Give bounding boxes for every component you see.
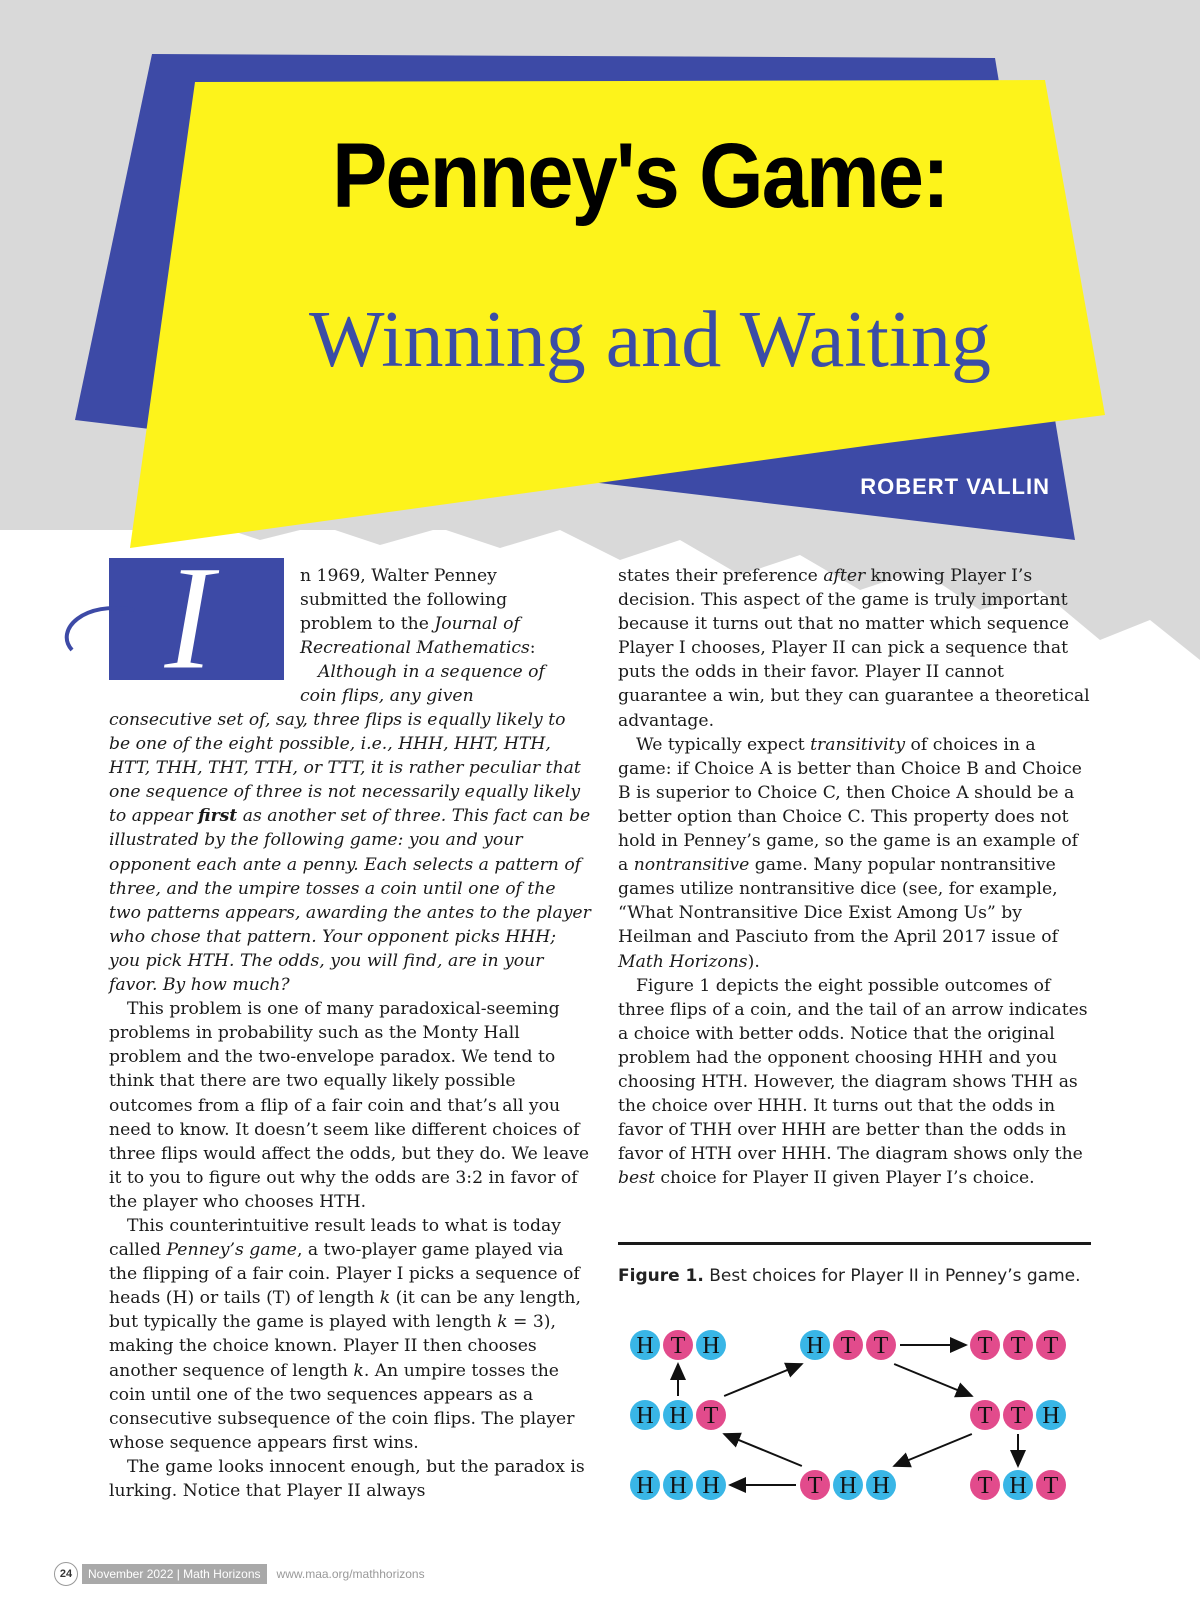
coin-letter: T <box>977 1403 993 1429</box>
node-htt <box>800 1330 896 1360</box>
node-tht <box>970 1470 1066 1500</box>
figure-caption: Figure 1. Best choices for Player II in Penney’s game. <box>618 1266 1081 1286</box>
coin-letter: H <box>806 1333 824 1359</box>
coin-letter: H <box>702 1473 720 1499</box>
coin-letter: T <box>670 1333 686 1359</box>
penney-diagram <box>610 1320 1100 1520</box>
arrow-htt-to-tth <box>894 1364 972 1396</box>
coin-letter: H <box>839 1473 857 1499</box>
footer-url[interactable]: www.maa.org/mathhorizons <box>276 1567 425 1581</box>
column-2: states their preference after knowing Player I’s decision. This aspect of the game is truly important because it turns out that no matter which sequence Player I chooses, Player II can pick a sequence that puts the odds in their favor. Player II cannot guarantee a win, but they can guarantee a theoretical advantage. We typically expect transitivity of choices in a game: if Choice A is better than Choice B and Choice B is superior to Choice C, then Choice A should be a better option than Choice C. This property does not hold in Penney’s game, so the game is an example of a nontransitive game. Many popular nontransitive games utilize nontransitive dice (see, for example, “What Nontransitive Dice Exist Among Us” by Heilman and Pasciuto from the April 2017 issue of Math Horizons). Figure 1 depicts the eight possible outcomes of three flips of a coin, and the tail of an arrow indicates a choice with better odds. Notice that the original problem had the opponent choosing HHH and you choosing HTH. However, the diagram shows THH as the choice over HHH. It turns out that the odds in favor of THH over HHH are better than the odds in favor of HTH over HHH. The diagram shows only the best choice for Player II given Player I’s choice. <box>618 566 1090 1189</box>
coin-letter: H <box>702 1333 720 1359</box>
title-line-2: Winning and Waiting <box>308 296 992 384</box>
coin-letter: H <box>636 1333 654 1359</box>
coin-letter: T <box>1043 1473 1059 1499</box>
coin-letter: H <box>669 1473 687 1499</box>
author-name: ROBERT VALLIN <box>860 474 1050 499</box>
coin-letter: T <box>1043 1333 1059 1359</box>
node-hhh <box>630 1470 726 1500</box>
node-ttt <box>970 1330 1066 1360</box>
intro-text: n 1969, Walter Penney submitted the following problem to the Journal of Recreational Mathematics: Although in a sequence of coin flips, any given <box>300 566 545 707</box>
node-thh <box>800 1470 896 1500</box>
coin-letter: H <box>1042 1403 1060 1429</box>
coin-letter: H <box>1009 1473 1027 1499</box>
arrow-tth-to-thh <box>894 1434 972 1466</box>
node-tth <box>970 1400 1066 1430</box>
arrow-hht-to-htt <box>724 1364 802 1396</box>
figure-rule <box>618 1242 1091 1245</box>
coin-letter: T <box>977 1473 993 1499</box>
node-hth <box>630 1330 726 1360</box>
page-number: 24 <box>54 1562 78 1586</box>
coin-letter: T <box>1010 1403 1026 1429</box>
coin-letter: H <box>636 1473 654 1499</box>
node-hht <box>630 1400 726 1430</box>
svg-text:I: I <box>164 550 214 680</box>
coin-letter: H <box>636 1403 654 1429</box>
coin-letter: T <box>840 1333 856 1359</box>
drop-cap <box>54 550 284 680</box>
coin-letter: T <box>1010 1333 1026 1359</box>
coin-letter: H <box>872 1473 890 1499</box>
coin-letter: T <box>703 1403 719 1429</box>
coin-letter: T <box>977 1333 993 1359</box>
coin-letter: H <box>669 1403 687 1429</box>
coin-letter: T <box>873 1333 889 1359</box>
title-line-1: Penney's Game: <box>332 125 948 227</box>
page-footer <box>54 1562 654 1586</box>
column-1: consecutive set of, say, three flips is equally likely to be one of the eight possible, i.e., HHH, HHT, HTH, HTT, THH, THT, TTH, or TTT, it is rather peculiar that one sequence of three is not necessarily equally likely to appear first as another set of three. This fact can be illustrated by the following game: you and your opponent each ante a penny. Each selects a pattern of three, and the umpire tosses a coin until one of the two patterns appears, awarding the antes to the player who chose that pattern. Your opponent picks HHH; you pick HTH. The odds, you will find, are in your favor. By how much? This problem is one of many paradoxical-seeming problems in probability such as the Monty Hall problem and the two-envelope paradox. We tend to think that there are two equally likely possible outcomes from a flip of a fair coin and that’s all you need to know. It doesn’t seem like different choices of three flips would affect the odds, but they do. We leave it to you to figure out why the odds are 3:2 in favor of the player who chooses HTH. This counterintuitive result leads to what is today called Penney’s game, a two-player game played via the flipping of a fair coin. Player I picks a sequence of heads (H) or tails (T) of length k (it can be any length, but typically the game is played with length k = 3), making the choice known. Player II then chooses another sequence of length k. An umpire tosses the coin until one of the two sequences appears as a consecutive subsequence of the coin flips. The player whose sequence appears first wins. The game looks innocent enough, but the paradox is lurking. Notice that Player II always <box>109 710 591 1501</box>
coin-letter: T <box>807 1473 823 1499</box>
issue-label: November 2022 | Math Horizons <box>82 1564 267 1584</box>
arrow-thh-to-hht <box>724 1434 802 1466</box>
